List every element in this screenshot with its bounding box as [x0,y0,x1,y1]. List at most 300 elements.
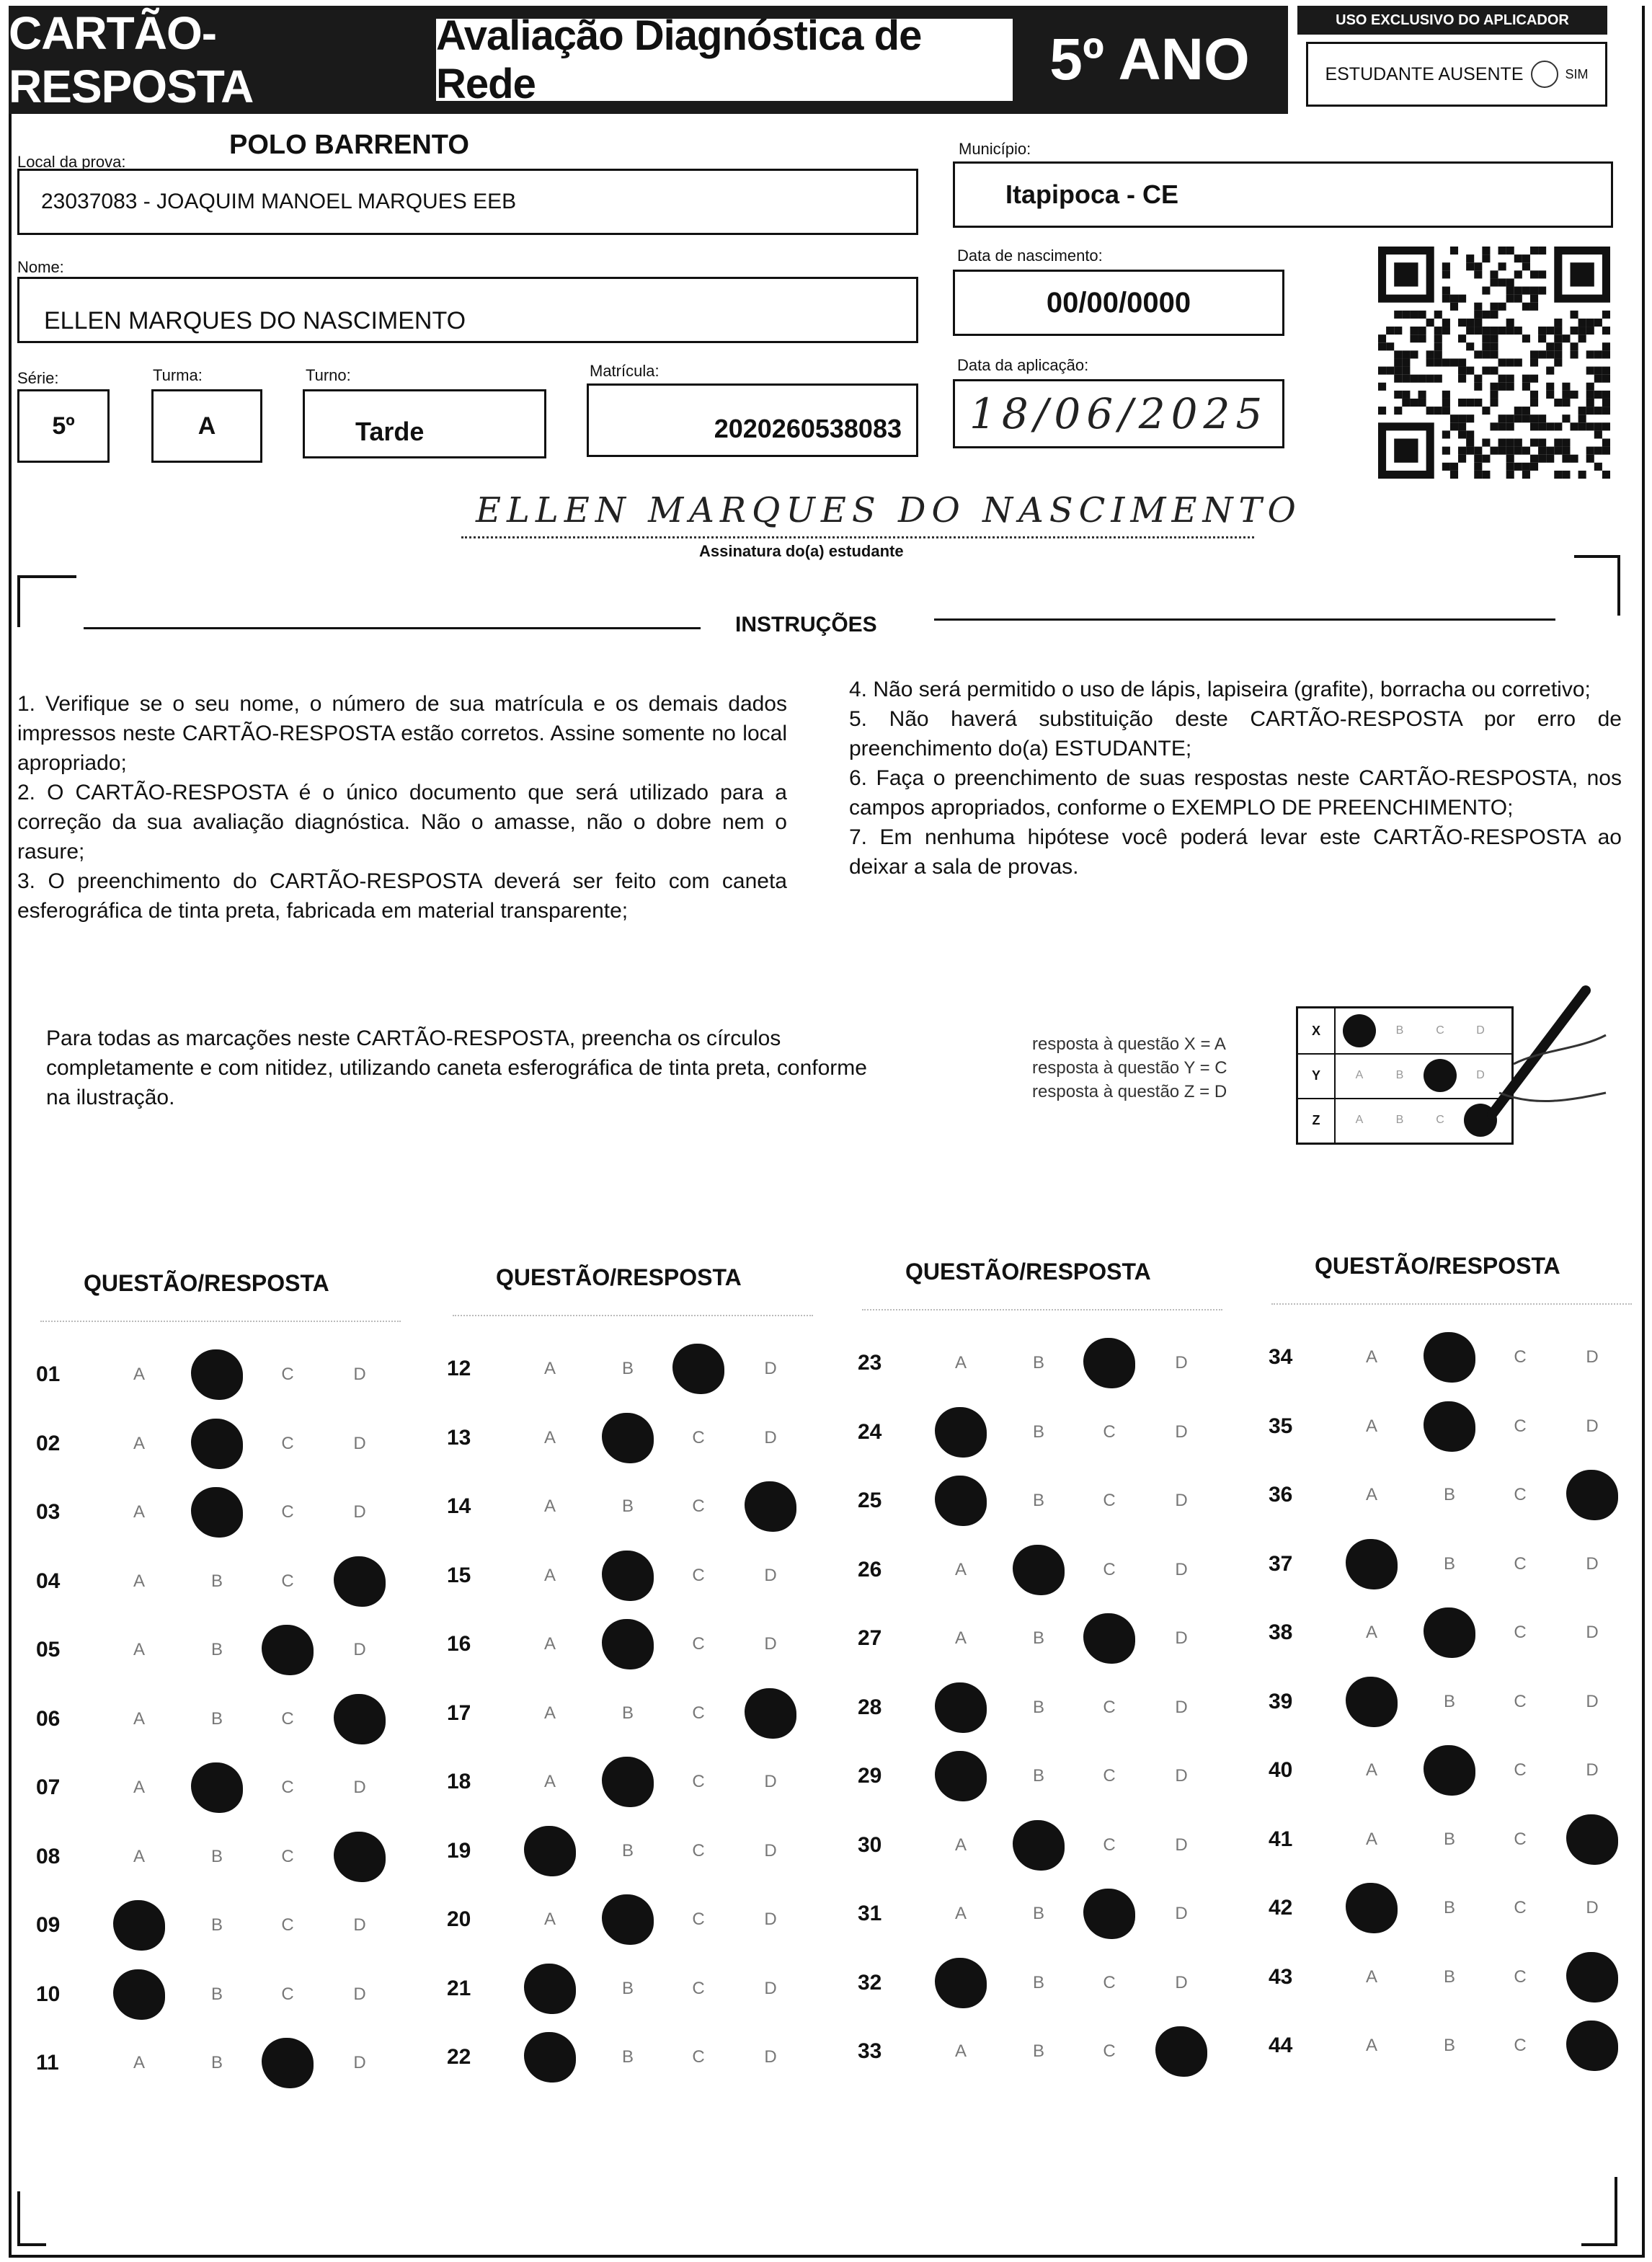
answer-bubble-q14-a[interactable] [528,1484,572,1529]
answer-bubble-q03-b[interactable] [195,1490,239,1535]
option-letter: C [1514,1966,1527,1987]
answer-bubble-q44-a[interactable] [1349,2023,1394,2068]
answer-bubble-q09-b[interactable] [195,1903,239,1948]
answer-row-q37 [1269,1542,1643,1585]
answer-bubble-q01-b[interactable] [195,1352,239,1397]
answer-bubble-q06-b[interactable] [195,1697,239,1742]
answer-row-q06 [36,1697,411,1740]
answer-bubble-q33-d[interactable] [1159,2029,1204,2074]
answer-bubble-q25-b[interactable] [1016,1478,1061,1523]
answer-bubble-q14-c[interactable] [676,1484,721,1529]
answer-bubble-q35-d[interactable] [1570,1404,1615,1449]
answer-bubble-q10-b[interactable] [195,1972,239,2017]
demo-bubble-b: B [1395,1024,1404,1037]
answer-bubble-q43-c[interactable] [1498,1955,1542,2000]
answer-bubble-q28-d[interactable] [1159,1685,1204,1730]
answer-bubble-q10-a[interactable] [117,1972,161,2017]
answer-bubble-q30-a[interactable] [938,1823,983,1868]
answer-bubble-q24-b[interactable] [1016,1410,1061,1455]
answer-bubble-q42-c[interactable] [1498,1886,1542,1930]
answer-bubble-q41-c[interactable] [1498,1817,1542,1862]
answer-bubble-q25-d[interactable] [1159,1478,1204,1523]
answers-column-rule [1271,1303,1632,1305]
demo-bubble-c [1424,1059,1457,1092]
answer-bubble-q21-a[interactable] [528,1966,572,2011]
answer-bubble-q18-d[interactable] [748,1760,793,1804]
demo-bubble-a: A [1355,1069,1364,1081]
answer-bubble-q23-b[interactable] [1016,1341,1061,1385]
option-letter: C [281,1433,294,1453]
answer-bubble-q37-a[interactable] [1349,1542,1394,1587]
answer-bubble-q04-b[interactable] [195,1559,239,1604]
answer-bubble-q03-c[interactable] [265,1490,310,1535]
answer-bubble-q01-a[interactable] [117,1352,161,1397]
answer-bubble-q19-a[interactable] [528,1829,572,1873]
answer-bubble-q34-b[interactable] [1427,1335,1472,1380]
answer-bubble-q40-a[interactable] [1349,1748,1394,1793]
option-letter: B [1032,1697,1044,1717]
answer-bubble-q09-a[interactable] [117,1903,161,1948]
answer-row-q23 [858,1341,1233,1384]
instruction-5: 5. Não haverá substituição deste CARTÃO-RESPOSTA por erro de preenchimento do(a) ESTUDANTE; [849,707,1622,760]
answer-bubble-q08-d[interactable] [337,1835,382,1879]
option-letter: B [621,1496,634,1516]
answer-bubble-q33-c[interactable] [1087,2029,1132,2074]
answer-bubble-q05-d[interactable] [337,1628,382,1672]
answer-bubble-q16-a[interactable] [528,1622,572,1667]
answer-bubble-q25-a[interactable] [938,1478,983,1523]
option-letter: C [1103,1421,1116,1442]
filled-mark [935,1958,987,2008]
question-number: 18 [447,1770,471,1793]
demo-bubble-c: C [1436,1114,1444,1126]
answer-bubble-q27-b[interactable] [1016,1616,1061,1661]
answer-bubble-q39-a[interactable] [1349,1680,1394,1724]
answer-bubble-q27-c[interactable] [1087,1616,1132,1661]
option-letter: D [1586,1347,1599,1367]
answer-bubble-q01-d[interactable] [337,1352,382,1397]
option-letter: D [764,1359,777,1378]
answer-bubble-q43-b[interactable] [1427,1955,1472,2000]
filled-mark [334,1694,386,1744]
option-letter: B [1443,1691,1455,1711]
filled-mark [1424,1607,1475,1658]
answer-bubble-q14-b[interactable] [605,1484,650,1529]
answer-bubble-q16-c[interactable] [676,1622,721,1667]
answer-bubble-q28-a[interactable] [938,1685,983,1730]
answer-bubble-q28-b[interactable] [1016,1685,1061,1730]
answer-bubble-q06-d[interactable] [337,1697,382,1742]
option-letter: A [1365,1966,1377,1987]
answer-bubble-q31-b[interactable] [1016,1891,1061,1936]
answer-bubble-q19-d[interactable] [748,1829,793,1873]
answer-bubble-q32-c[interactable] [1087,1961,1132,2005]
filled-mark [524,1826,576,1876]
answer-bubble-q04-c[interactable] [265,1559,310,1604]
answer-row-q39 [1269,1680,1643,1723]
answer-bubble-q17-a[interactable] [528,1691,572,1736]
answer-bubble-q30-d[interactable] [1159,1823,1204,1868]
answer-row-q03 [36,1490,411,1533]
answer-bubble-q38-b[interactable] [1427,1610,1472,1655]
answer-bubble-q38-a[interactable] [1349,1610,1394,1655]
answer-bubble-q26-c[interactable] [1087,1548,1132,1592]
answer-row-q13 [447,1416,822,1459]
answer-bubble-q11-d[interactable] [337,2041,382,2085]
filled-mark [1424,1745,1475,1796]
option-letter: C [692,1496,705,1516]
question-number: 25 [858,1489,882,1512]
answer-bubble-q02-b[interactable] [195,1421,239,1466]
answer-bubble-q38-d[interactable] [1570,1610,1615,1655]
answer-bubble-q33-a[interactable] [938,2029,983,2074]
answer-bubble-q13-b[interactable] [605,1416,650,1460]
option-letter: D [764,2047,777,2067]
answer-bubble-q32-a[interactable] [938,1961,983,2005]
demo-bubble-c: C [1436,1024,1444,1037]
answer-bubble-q42-b[interactable] [1427,1886,1472,1930]
answer-bubble-q34-c[interactable] [1498,1335,1542,1380]
serie-field: 5º [17,389,110,463]
answer-row-q09 [36,1903,411,1946]
answer-bubble-q29-a[interactable] [938,1754,983,1798]
answer-bubble-q30-c[interactable] [1087,1823,1132,1868]
option-letter: C [1103,1559,1116,1579]
answer-bubble-q15-a[interactable] [528,1553,572,1598]
answer-bubble-q13-a[interactable] [528,1416,572,1460]
nome-label: Nome: [17,258,64,276]
absent-option: SIM [1565,66,1589,81]
option-letter: D [1175,1491,1188,1510]
answer-bubble-q04-a[interactable] [117,1559,161,1604]
answer-bubble-q31-d[interactable] [1159,1891,1204,1936]
option-letter: B [210,1571,223,1591]
option-letter: C [1514,1623,1527,1642]
answer-bubble-q26-b[interactable] [1016,1548,1061,1592]
answer-bubble-q25-c[interactable] [1087,1478,1132,1523]
option-letter: D [353,1778,366,1797]
answer-bubble-q20-a[interactable] [528,1897,572,1942]
answer-bubble-q07-d[interactable] [337,1765,382,1810]
answer-bubble-q10-c[interactable] [265,1972,310,2017]
question-number: 39 [1269,1689,1293,1713]
answer-bubble-q19-b[interactable] [605,1829,650,1873]
answer-bubble-q06-c[interactable] [265,1697,310,1742]
answer-bubble-q22-d[interactable] [748,2035,793,2080]
question-number: 02 [36,1431,61,1455]
option-letter: B [1032,1766,1044,1786]
answer-bubble-q43-d[interactable] [1570,1955,1615,2000]
instructions-corner-tr [1574,555,1620,616]
answer-bubble-q27-a[interactable] [938,1616,983,1661]
answer-bubble-q03-a[interactable] [117,1490,161,1535]
answer-bubble-q15-c[interactable] [676,1553,721,1598]
answer-bubble-q10-d[interactable] [337,1972,382,2017]
answer-bubble-q06-a[interactable] [117,1697,161,1742]
answer-bubble-q39-d[interactable] [1570,1680,1615,1724]
instruction-2: 2. O CARTÃO-RESPOSTA é o único documento que será utilizado para a correção da sua avaliação diagnóstica. Não o amasse, não o dobre nem o rasure; [17,781,787,864]
turma-field: A [151,389,262,463]
answer-bubble-q24-a[interactable] [938,1410,983,1455]
answer-bubble-q37-d[interactable] [1570,1542,1615,1587]
answer-bubble-q16-b[interactable] [605,1622,650,1667]
answer-bubble-q11-c[interactable] [265,2041,310,2085]
option-letter: A [543,1359,556,1378]
local-label: Local da prova: [17,153,126,171]
answer-bubble-q23-a[interactable] [938,1341,983,1385]
turno-label: Turno: [306,366,351,384]
option-letter: D [1175,1835,1188,1855]
answer-bubble-q17-c[interactable] [676,1691,721,1736]
answer-bubble-q27-d[interactable] [1159,1616,1204,1661]
question-number: 08 [36,1844,61,1868]
demo-legend-z: resposta à questão Z = D [1032,1082,1227,1101]
answer-bubble-q33-b[interactable] [1016,2029,1061,2074]
answer-bubble-q07-b[interactable] [195,1765,239,1810]
answer-bubble-q40-c[interactable] [1498,1748,1542,1793]
answers-column-rule [40,1321,401,1322]
filled-mark [602,1551,654,1601]
answer-bubble-q04-d[interactable] [337,1559,382,1604]
answer-bubble-q20-c[interactable] [676,1897,721,1942]
question-number: 05 [36,1638,61,1662]
option-letter: B [1443,1898,1455,1917]
answer-bubble-q02-a[interactable] [117,1421,161,1466]
answer-bubble-q13-c[interactable] [676,1416,721,1460]
question-number: 32 [858,1970,882,1995]
option-letter: C [281,1571,294,1591]
answer-bubble-q17-b[interactable] [605,1691,650,1736]
option-letter: A [543,1703,556,1723]
question-number: 42 [1269,1896,1293,1920]
answer-bubble-q37-c[interactable] [1498,1542,1542,1587]
answer-bubble-q43-a[interactable] [1349,1955,1394,2000]
question-number: 29 [858,1764,882,1788]
answer-bubble-q41-b[interactable] [1427,1817,1472,1862]
answer-bubble-q36-a[interactable] [1349,1473,1394,1517]
answer-bubble-q39-b[interactable] [1427,1680,1472,1724]
answer-bubble-q26-a[interactable] [938,1548,983,1592]
demo-bubble-b: B [1395,1114,1404,1126]
answer-bubble-q44-b[interactable] [1427,2023,1472,2068]
answer-bubble-q12-c[interactable] [676,1347,721,1391]
answer-bubble-q31-a[interactable] [938,1891,983,1936]
answer-bubble-q12-d[interactable] [748,1347,793,1391]
answer-bubble-q05-b[interactable] [195,1628,239,1672]
signature-caption: Assinatura do(a) estudante [699,542,904,560]
option-letter: C [692,1565,705,1585]
answer-row-q18 [447,1760,822,1803]
answer-bubble-q30-b[interactable] [1016,1823,1061,1868]
instructions-left [17,689,787,926]
absent-label: ESTUDANTE AUSENTE [1325,63,1524,84]
question-number: 35 [1269,1414,1293,1438]
answer-row-q30 [858,1823,1233,1866]
answer-bubble-q08-b[interactable] [195,1835,239,1879]
option-letter: C [281,1365,294,1384]
answer-bubble-q18-a[interactable] [528,1760,572,1804]
option-letter: B [621,1703,634,1723]
option-letter: B [1032,1904,1044,1923]
answer-bubble-q37-b[interactable] [1427,1542,1472,1587]
option-letter: C [692,1634,705,1654]
answer-bubble-q44-d[interactable] [1570,2023,1615,2068]
option-letter: A [1365,1760,1377,1780]
filled-mark [602,1757,654,1807]
answer-bubble-q08-a[interactable] [117,1835,161,1879]
answer-bubble-q22-c[interactable] [676,2035,721,2080]
option-letter: C [281,1778,294,1797]
option-letter: A [543,1496,556,1516]
grade-label: 5º ANO [1049,27,1250,92]
option-letter: C [692,1427,705,1447]
answer-bubble-q24-d[interactable] [1159,1410,1204,1455]
answer-bubble-q24-c[interactable] [1087,1410,1132,1455]
option-letter: C [1514,1898,1527,1917]
answer-bubble-q34-a[interactable] [1349,1335,1394,1380]
answer-bubble-q02-d[interactable] [337,1421,382,1466]
answer-bubble-q35-a[interactable] [1349,1404,1394,1449]
bottom-corner-right [1581,2177,1617,2246]
answer-bubble-q20-d[interactable] [748,1897,793,1942]
answer-bubble-q09-c[interactable] [265,1903,310,1948]
option-letter: D [764,1427,777,1447]
question-number: 07 [36,1775,61,1799]
option-letter: D [1586,1898,1599,1917]
filled-mark [334,1832,386,1882]
question-number: 06 [36,1706,61,1731]
answer-bubble-q07-c[interactable] [265,1765,310,1810]
filled-mark [1013,1820,1065,1871]
option-letter: A [543,1772,556,1791]
question-number: 04 [36,1569,61,1593]
answer-bubble-q36-c[interactable] [1498,1473,1542,1517]
option-letter: B [210,1846,223,1866]
option-letter: B [1032,1628,1044,1648]
answer-bubble-q40-b[interactable] [1427,1748,1472,1793]
answer-bubble-q32-b[interactable] [1016,1961,1061,2005]
answer-bubble-q19-c[interactable] [676,1829,721,1873]
question-number: 17 [447,1700,471,1725]
answer-bubble-q42-d[interactable] [1570,1886,1615,1930]
question-number: 43 [1269,1964,1293,1989]
answer-bubble-q26-d[interactable] [1159,1548,1204,1592]
answer-bubble-q01-c[interactable] [265,1352,310,1397]
option-letter: A [133,1640,145,1659]
answer-bubble-q12-b[interactable] [605,1347,650,1391]
option-letter: D [1175,1421,1188,1442]
filled-mark [1566,1814,1618,1865]
answer-bubble-q28-c[interactable] [1087,1685,1132,1730]
option-letter: C [281,1502,294,1522]
option-letter: C [1103,2041,1116,2061]
filled-mark [1566,2021,1618,2071]
answer-row-q05 [36,1628,411,1671]
answer-bubble-q05-a[interactable] [117,1628,161,1672]
school-field: 23037083 - JOAQUIM MANOEL MARQUES EEB [17,169,918,235]
answer-row-q16 [447,1622,822,1665]
question-number: 11 [36,2051,59,2075]
option-letter: D [353,1502,366,1522]
answer-bubble-q20-b[interactable] [605,1897,650,1942]
answer-bubble-q22-b[interactable] [605,2035,650,2080]
answer-bubble-q21-b[interactable] [605,1966,650,2011]
answer-bubble-q02-c[interactable] [265,1421,310,1466]
absent-bubble[interactable] [1531,61,1558,88]
answer-bubble-q23-c[interactable] [1087,1341,1132,1385]
answer-bubble-q09-d[interactable] [337,1903,382,1948]
aplicacao-field: 18/06/2025 [953,379,1284,448]
answer-bubble-q05-c[interactable] [265,1628,310,1672]
answer-bubble-q36-b[interactable] [1427,1473,1472,1517]
answer-row-q11 [36,2041,411,2084]
answer-bubble-q13-d[interactable] [748,1416,793,1460]
answer-bubble-q41-a[interactable] [1349,1817,1394,1862]
exam-title: Avaliação Diagnóstica de Rede [436,19,1013,101]
instructions-title: INSTRUÇÕES [735,613,877,637]
demo-bubble-a [1343,1014,1376,1047]
answer-bubble-q36-d[interactable] [1570,1473,1615,1517]
answer-bubble-q22-a[interactable] [528,2035,572,2080]
answer-bubble-q44-c[interactable] [1498,2023,1542,2068]
answer-bubble-q29-c[interactable] [1087,1754,1132,1798]
answer-bubble-q21-d[interactable] [748,1966,793,2011]
answer-bubble-q31-c[interactable] [1087,1891,1132,1936]
answer-bubble-q40-d[interactable] [1570,1748,1615,1793]
answer-bubble-q11-b[interactable] [195,2041,239,2085]
answer-row-q24 [858,1410,1233,1453]
answer-bubble-q34-d[interactable] [1570,1335,1615,1380]
option-letter: A [543,1910,556,1929]
answer-bubble-q12-a[interactable] [528,1347,572,1391]
answer-bubble-q21-c[interactable] [676,1966,721,2011]
serie-label: Série: [17,369,59,387]
answer-bubble-q15-d[interactable] [748,1553,793,1598]
answer-bubble-q14-d[interactable] [748,1484,793,1529]
answer-bubble-q32-d[interactable] [1159,1961,1204,2005]
matricula-label: Matrícula: [590,362,660,380]
answer-row-q02 [36,1421,411,1465]
answer-bubble-q07-a[interactable] [117,1765,161,1810]
filled-mark [524,1964,576,2014]
answer-bubble-q15-b[interactable] [605,1553,650,1598]
answers-column-header: QUESTÃO/RESPOSTA [496,1264,742,1290]
answer-bubble-q35-c[interactable] [1498,1404,1542,1449]
answer-bubble-q18-c[interactable] [676,1760,721,1804]
answer-bubble-q16-d[interactable] [748,1622,793,1667]
answer-bubble-q42-a[interactable] [1349,1886,1394,1930]
answer-bubble-q08-c[interactable] [265,1835,310,1879]
option-letter: C [692,2047,705,2067]
answer-bubble-q41-d[interactable] [1570,1817,1615,1862]
filled-mark [1083,1338,1135,1388]
answer-bubble-q35-b[interactable] [1427,1404,1472,1449]
answer-bubble-q03-d[interactable] [337,1490,382,1535]
option-letter: C [692,1840,705,1860]
answer-bubble-q11-a[interactable] [117,2041,161,2085]
answer-bubble-q38-c[interactable] [1498,1610,1542,1655]
answer-bubble-q17-d[interactable] [748,1691,793,1736]
answer-bubble-q29-d[interactable] [1159,1754,1204,1798]
answer-bubble-q29-b[interactable] [1016,1754,1061,1798]
option-letter: A [133,1502,145,1522]
answer-bubble-q39-c[interactable] [1498,1680,1542,1724]
option-letter: A [133,1433,145,1453]
answer-bubble-q23-d[interactable] [1159,1341,1204,1385]
filled-mark [745,1481,796,1532]
answer-bubble-q18-b[interactable] [605,1760,650,1804]
demo-row-label: Z [1298,1098,1336,1143]
